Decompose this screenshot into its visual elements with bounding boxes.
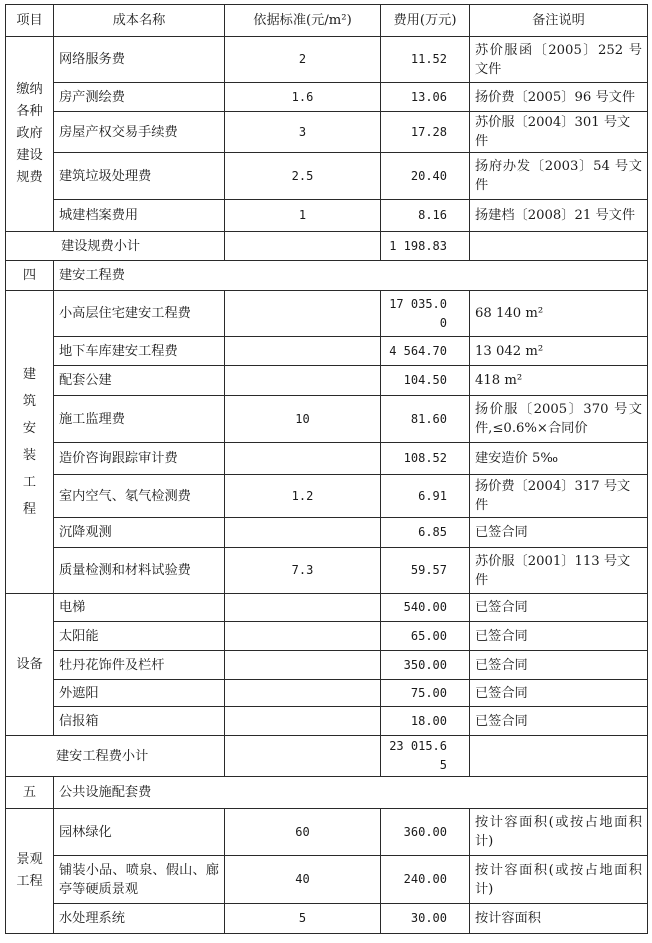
section-label: 建安工程费 [54, 261, 648, 291]
cost-name: 铺装小品、喷泉、假山、廊亭等硬质景观 [54, 856, 225, 904]
cost-value: 13.06 [381, 83, 470, 112]
table-row [6, 337, 648, 366]
cost-name: 电梯 [54, 594, 225, 622]
cost-value: 30.00 [381, 904, 470, 934]
cost-value: 11.52 [381, 37, 470, 83]
standard-value: 1.2 [225, 475, 381, 518]
header-standard: 依据标准(元/m²) [225, 5, 381, 37]
standard-value: 2.5 [225, 153, 381, 200]
header-row [6, 5, 648, 37]
cost-name: 网络服务费 [54, 37, 225, 83]
standard-value: 10 [225, 396, 381, 443]
group-label-landscape: 景观工程 [6, 809, 54, 934]
cost-name: 建筑垃圾处理费 [54, 153, 225, 200]
cost-name: 信报箱 [54, 707, 225, 736]
section-row [6, 777, 648, 809]
table-row [6, 153, 648, 200]
cost-value: 540.00 [381, 594, 470, 622]
standard-value: 1 [225, 200, 381, 232]
cost-value: 65.00 [381, 622, 470, 651]
cost-value: 17 035.00 [381, 291, 470, 337]
section-row [6, 261, 648, 291]
note: 已签合同 [470, 518, 648, 548]
cost-value: 18.00 [381, 707, 470, 736]
cost-value: 360.00 [381, 809, 470, 856]
cost-name: 沉降观测 [54, 518, 225, 548]
table-row [6, 680, 648, 707]
note: 苏价服〔2001〕113 号文件 [470, 548, 648, 594]
note: 418 m² [470, 366, 648, 396]
cost-name: 施工监理费 [54, 396, 225, 443]
group-label-equipment: 设备 [6, 594, 54, 736]
note: 扬价费〔2005〕96 号文件 [470, 83, 648, 112]
table-row [6, 475, 648, 518]
table-row [6, 200, 648, 232]
section-number: 五 [6, 777, 54, 809]
note: 按计容面积(或按占地面积计) [470, 809, 648, 856]
standard-value: 60 [225, 809, 381, 856]
cost-value: 20.40 [381, 153, 470, 200]
note: 已签合同 [470, 651, 648, 680]
table-row [6, 443, 648, 475]
subtotal-label: 建安工程费小计 [6, 736, 225, 777]
section-label: 公共设施配套费 [54, 777, 648, 809]
note: 68 140 m² [470, 291, 648, 337]
cost-value: 59.57 [381, 548, 470, 594]
table-row [6, 396, 648, 443]
table-row [6, 707, 648, 736]
table-row [6, 622, 648, 651]
note: 已签合同 [470, 622, 648, 651]
table-row [6, 548, 648, 594]
standard-value: 3 [225, 112, 381, 153]
cost-name: 园林绿化 [54, 809, 225, 856]
cost-value: 8.16 [381, 200, 470, 232]
group-label-construction: 建筑安装工程 [6, 291, 54, 594]
note: 已签合同 [470, 680, 648, 707]
note: 扬价服〔2005〕370 号文件,≤0.6%×合同价 [470, 396, 648, 443]
cost-value: 81.60 [381, 396, 470, 443]
group-label-fees: 缴纳各种政府建设规费 [6, 37, 54, 232]
cost-value: 4 564.70 [381, 337, 470, 366]
cost-name: 太阳能 [54, 622, 225, 651]
subtotal-label: 建设规费小计 [6, 232, 225, 261]
note: 13 042 m² [470, 337, 648, 366]
subtotal-value: 23 015.65 [381, 736, 470, 777]
header-item: 项目 [6, 5, 54, 37]
cost-value: 240.00 [381, 856, 470, 904]
cost-table [5, 4, 648, 934]
cost-value: 350.00 [381, 651, 470, 680]
table-row [6, 594, 648, 622]
table-row [6, 37, 648, 83]
cost-value: 104.50 [381, 366, 470, 396]
table-row [6, 904, 648, 934]
cost-value: 6.85 [381, 518, 470, 548]
cost-value: 6.91 [381, 475, 470, 518]
subtotal-row [6, 736, 648, 777]
table-row [6, 856, 648, 904]
cost-name: 水处理系统 [54, 904, 225, 934]
table-row [6, 83, 648, 112]
subtotal-value: 1 198.83 [381, 232, 470, 261]
table-row [6, 809, 648, 856]
cost-name: 小高层住宅建安工程费 [54, 291, 225, 337]
cost-name: 质量检测和材料试验费 [54, 548, 225, 594]
note: 建安造价 5‰ [470, 443, 648, 475]
subtotal-row [6, 232, 648, 261]
note: 按计容面积(或按占地面积计) [470, 856, 648, 904]
section-number: 四 [6, 261, 54, 291]
note: 已签合同 [470, 707, 648, 736]
cost-name: 城建档案费用 [54, 200, 225, 232]
cost-value: 108.52 [381, 443, 470, 475]
cost-name: 配套公建 [54, 366, 225, 396]
cost-value: 17.28 [381, 112, 470, 153]
table-row [6, 651, 648, 680]
header-cost: 费用(万元) [381, 5, 470, 37]
table-row [6, 518, 648, 548]
table-row [6, 366, 648, 396]
cost-name: 房产测绘费 [54, 83, 225, 112]
table-row [6, 112, 648, 153]
standard-value: 40 [225, 856, 381, 904]
header-name: 成本名称 [54, 5, 225, 37]
note: 扬价费〔2004〕317 号文件 [470, 475, 648, 518]
standard-value: 5 [225, 904, 381, 934]
cost-name: 地下车库建安工程费 [54, 337, 225, 366]
note: 苏价服〔2004〕301 号文件 [470, 112, 648, 153]
note: 苏价服函〔2005〕252 号文件 [470, 37, 648, 83]
table-row [6, 291, 648, 337]
cost-name: 牡丹花饰件及栏杆 [54, 651, 225, 680]
header-note: 备注说明 [470, 5, 648, 37]
cost-value: 75.00 [381, 680, 470, 707]
cost-name: 室内空气、氡气检测费 [54, 475, 225, 518]
note: 扬府办发〔2003〕54 号文件 [470, 153, 648, 200]
note: 已签合同 [470, 594, 648, 622]
cost-name: 房屋产权交易手续费 [54, 112, 225, 153]
standard-value: 7.3 [225, 548, 381, 594]
standard-value: 2 [225, 37, 381, 83]
note: 按计容面积 [470, 904, 648, 934]
standard-value: 1.6 [225, 83, 381, 112]
cost-name: 外遮阳 [54, 680, 225, 707]
cost-name: 造价咨询跟踪审计费 [54, 443, 225, 475]
note: 扬建档〔2008〕21 号文件 [470, 200, 648, 232]
